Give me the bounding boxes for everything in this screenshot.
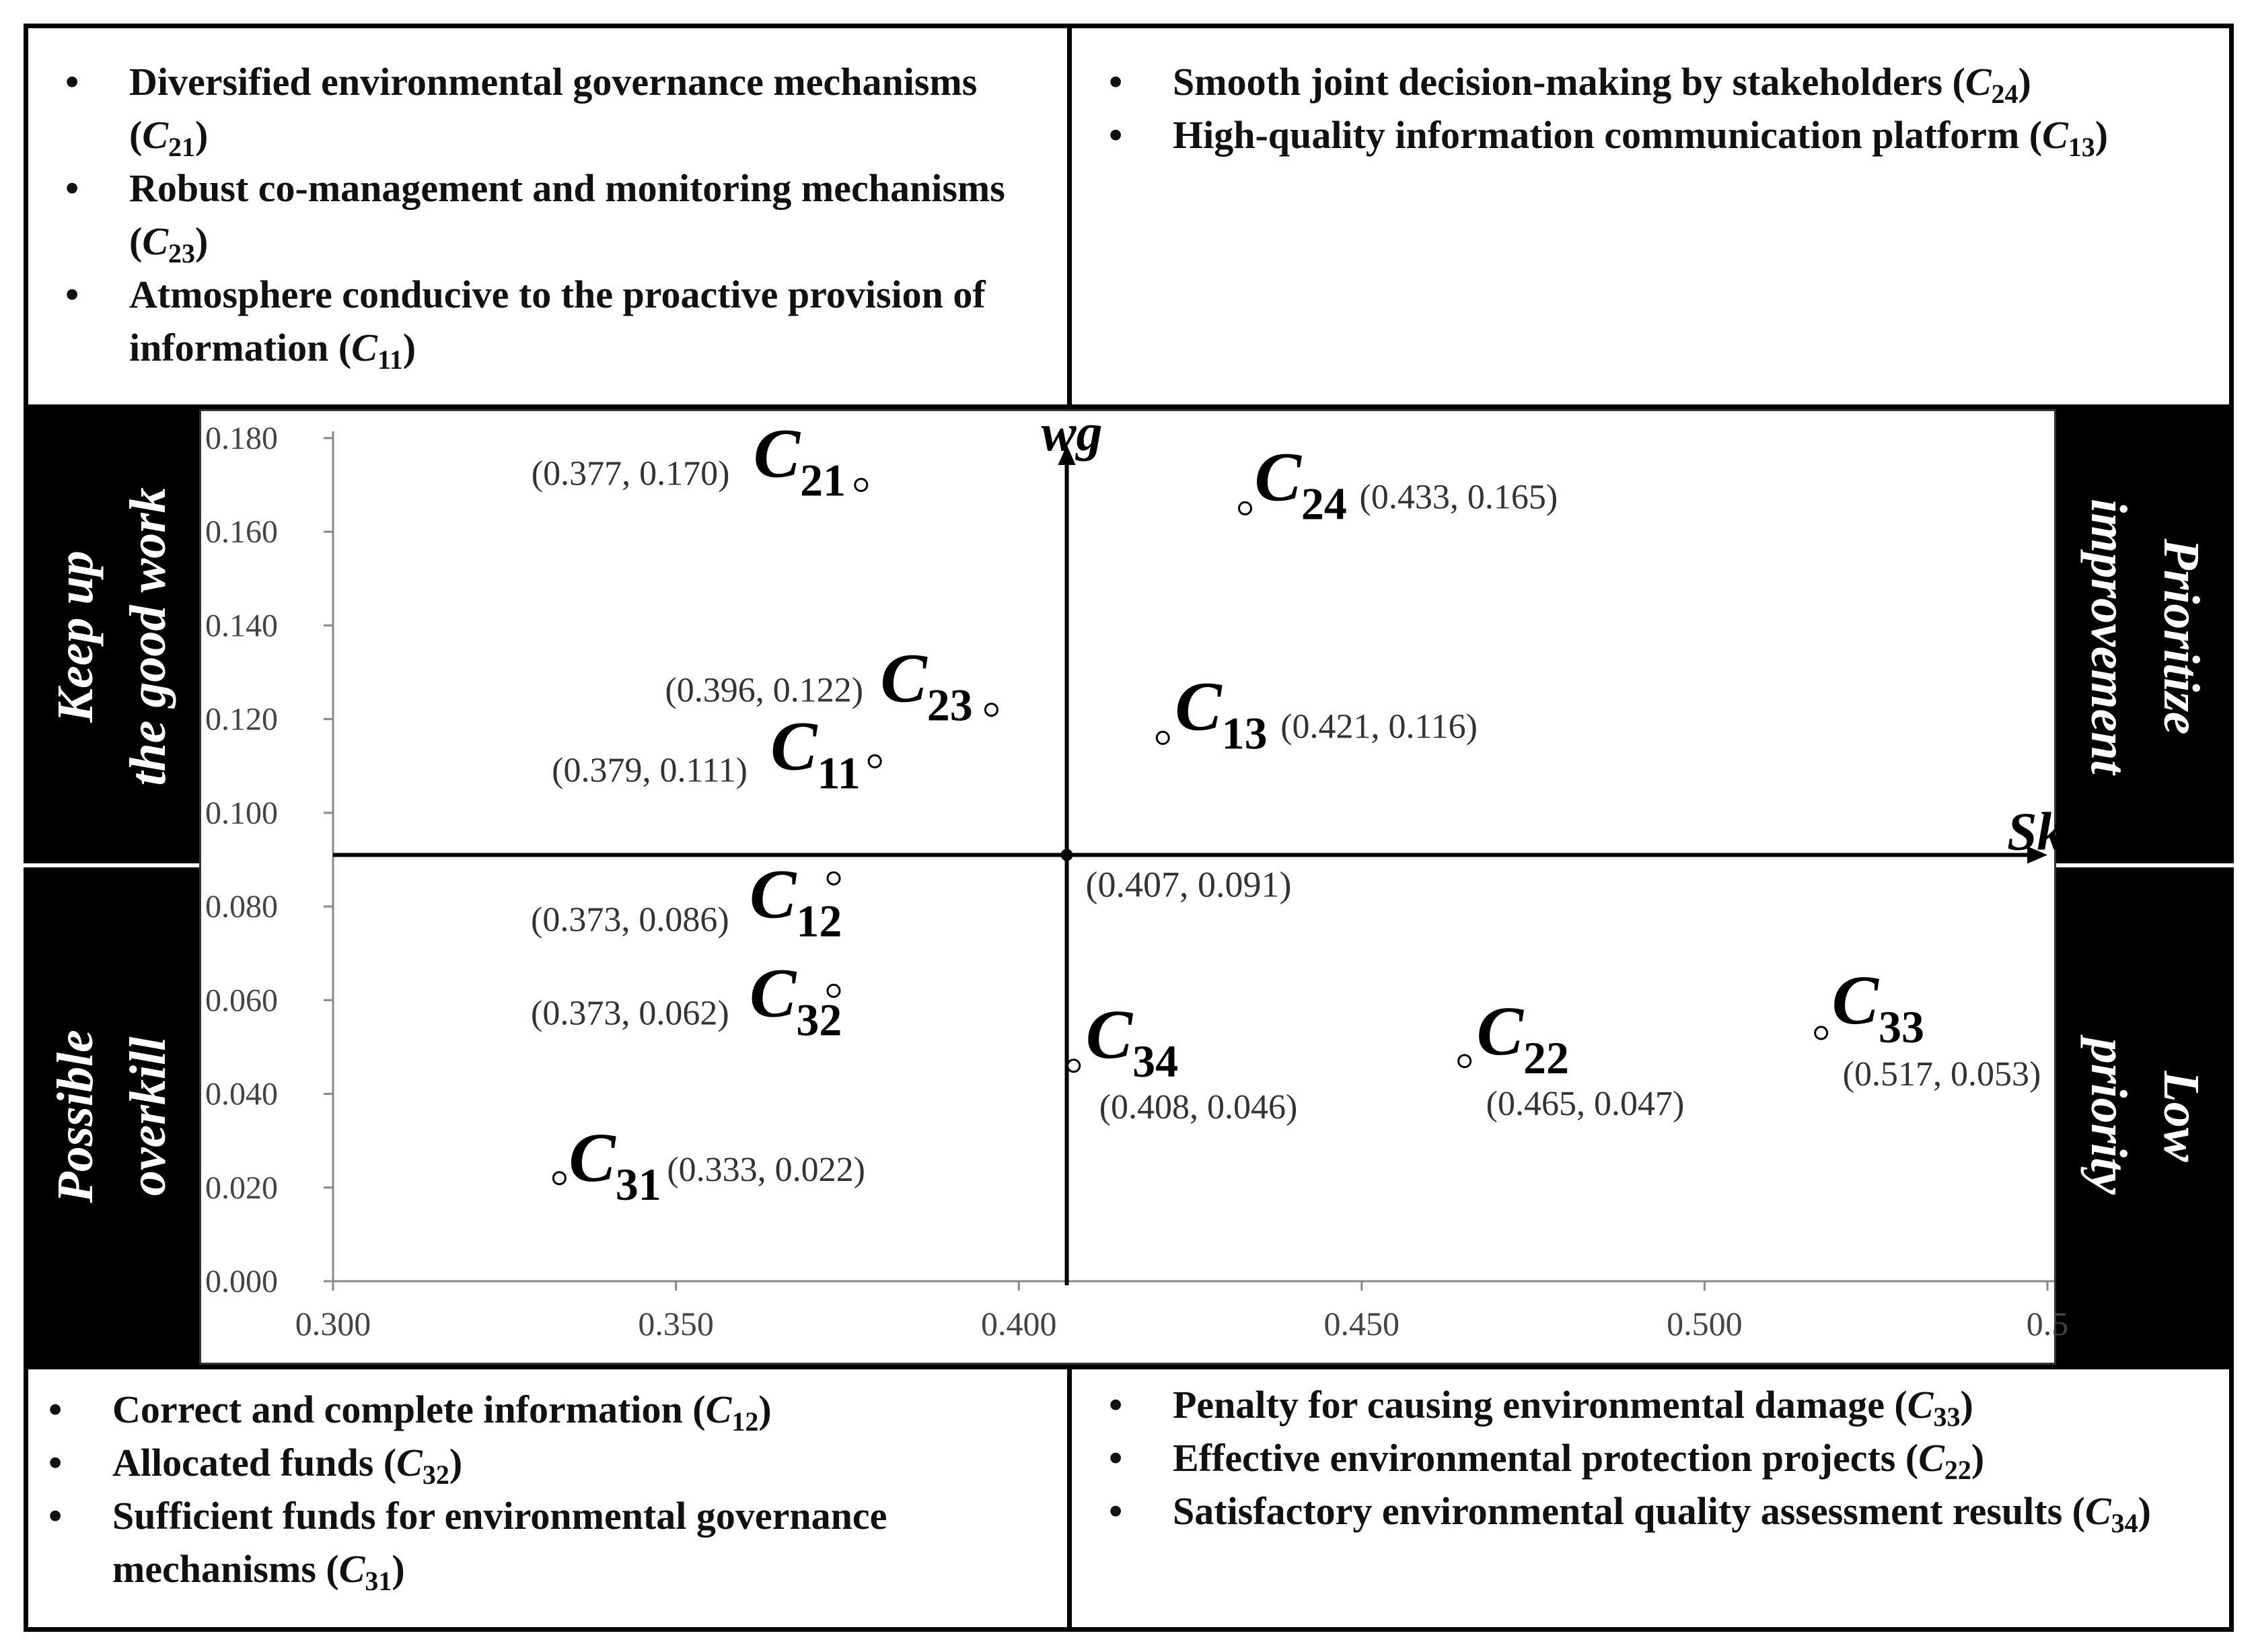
top-left-box bbox=[28, 55, 1064, 374]
side-panel-bottom-left bbox=[24, 867, 199, 1365]
point-name-letter: C bbox=[569, 1118, 616, 1196]
factor-code: C bbox=[1907, 1383, 1934, 1427]
factor-code-sub: 12 bbox=[731, 1406, 759, 1437]
point-name-sub: 24 bbox=[1301, 478, 1347, 530]
factor-text: High-quality information communication platform ( bbox=[1173, 113, 2043, 157]
factor-item bbox=[1072, 55, 2229, 108]
top-horizontal-divider bbox=[24, 404, 2234, 409]
side-label-line: Prioritize bbox=[2153, 538, 2210, 735]
bottom-right-box bbox=[1072, 1378, 2229, 1538]
factor-text: Satisfactory environmental quality assessment results ( bbox=[1173, 1489, 2085, 1533]
point-name-C34 bbox=[1086, 996, 1178, 1087]
point-name-sub: 22 bbox=[1523, 1032, 1570, 1083]
point-name-sub: 11 bbox=[817, 747, 861, 799]
x-tick-label: 0.500 bbox=[1667, 1305, 1743, 1342]
point-C34 bbox=[1068, 1060, 1080, 1072]
point-name-letter: C bbox=[1831, 962, 1879, 1040]
point-coord-label-C31: (0.333, 0.022) bbox=[667, 1150, 865, 1189]
factor-code-sub: 21 bbox=[168, 132, 196, 162]
factor-text: Robust co-management and monitoring mechanisms ( bbox=[129, 166, 1005, 263]
point-coord-label-C34: (0.408, 0.046) bbox=[1099, 1087, 1298, 1126]
top-right-box bbox=[1072, 55, 2229, 161]
y-tick-label: 0.040 bbox=[205, 1076, 278, 1112]
point-coord-label-C22: (0.465, 0.047) bbox=[1486, 1084, 1685, 1123]
x-tick-label: 0.450 bbox=[1323, 1305, 1400, 1342]
factor-text: Sufficient funds for environmental governance mechanisms ( bbox=[112, 1494, 887, 1591]
point-coord-label-C33: (0.517, 0.053) bbox=[1842, 1055, 2041, 1094]
chart-svg bbox=[201, 403, 2069, 1363]
point-C12 bbox=[828, 872, 840, 884]
x-axis-name: Sk bbox=[2007, 802, 2064, 862]
point-name-C21 bbox=[754, 415, 846, 506]
factor-item bbox=[1072, 1431, 2229, 1484]
factor-code-sub: 13 bbox=[2068, 132, 2095, 162]
point-name-C22 bbox=[1477, 993, 1569, 1083]
side-label-line: the good work bbox=[119, 487, 176, 786]
top-vertical-divider bbox=[1067, 24, 1072, 409]
point-name-letter: C bbox=[770, 707, 817, 785]
factor-item bbox=[28, 1383, 1064, 1436]
bottom-vertical-divider bbox=[1067, 1365, 1072, 1632]
y-tick-label: 0.160 bbox=[205, 514, 278, 550]
y-tick-label: 0.120 bbox=[205, 701, 278, 738]
point-name-letter: C bbox=[1476, 992, 1524, 1070]
close-paren: ) bbox=[1960, 1383, 1973, 1427]
factor-code: C bbox=[1918, 1436, 1944, 1480]
point-coord-label-C21: (0.377, 0.170) bbox=[531, 454, 730, 493]
side-label-line: improvement bbox=[2080, 498, 2137, 775]
bottom-left-list bbox=[28, 1383, 1064, 1595]
factor-item bbox=[1072, 1378, 2229, 1431]
factor-code: C bbox=[351, 326, 377, 369]
bottom-right-list bbox=[1072, 1378, 2229, 1538]
side-label-line: Keep up bbox=[46, 550, 104, 723]
factor-text: Penalty for causing environmental damage ( bbox=[1173, 1383, 1907, 1427]
factor-code: C bbox=[2042, 113, 2068, 157]
factor-code: C bbox=[1965, 60, 1992, 104]
point-name-C23 bbox=[880, 640, 972, 731]
point-coord-label-C24: (0.433, 0.165) bbox=[1359, 478, 1558, 517]
point-C13 bbox=[1157, 732, 1169, 744]
y-tick-label: 0.020 bbox=[205, 1170, 278, 1206]
point-name-letter: C bbox=[753, 415, 801, 493]
point-name-C13 bbox=[1175, 668, 1267, 759]
side-label-line: Low bbox=[2153, 1070, 2210, 1162]
point-name-C33 bbox=[1832, 962, 1924, 1052]
factor-item bbox=[1072, 1484, 2229, 1538]
factor-item bbox=[28, 55, 1064, 161]
factor-code-sub: 22 bbox=[1944, 1455, 1971, 1485]
factor-code: C bbox=[2084, 1489, 2111, 1533]
close-paren: ) bbox=[392, 1547, 405, 1591]
side-label-low-priority bbox=[2072, 1038, 2218, 1194]
point-coord-label-C13: (0.421, 0.116) bbox=[1280, 707, 1478, 746]
side-label-line: overkill bbox=[119, 1036, 176, 1196]
y-tick-label: 0.100 bbox=[205, 795, 278, 831]
factor-text: Allocated funds ( bbox=[112, 1441, 397, 1484]
factor-text: Effective environmental protection projects ( bbox=[1173, 1436, 1919, 1480]
point-C33 bbox=[1815, 1027, 1827, 1039]
factor-code: C bbox=[705, 1388, 732, 1431]
x-tick-label: 0.400 bbox=[980, 1305, 1057, 1342]
close-paren: ) bbox=[2138, 1489, 2151, 1533]
factor-code-sub: 11 bbox=[377, 345, 403, 375]
y-tick-label: 0.140 bbox=[205, 608, 278, 644]
factor-item bbox=[28, 161, 1064, 268]
point-C24 bbox=[1239, 502, 1251, 514]
factor-code-sub: 32 bbox=[422, 1460, 449, 1490]
point-name-C31 bbox=[569, 1119, 661, 1210]
point-name-letter: C bbox=[750, 954, 797, 1032]
point-name-sub: 33 bbox=[1879, 1001, 1925, 1053]
factor-code-sub: 24 bbox=[1991, 79, 2018, 109]
point-name-C32 bbox=[750, 954, 842, 1045]
point-name-sub: 23 bbox=[926, 679, 973, 731]
factor-code: C bbox=[142, 113, 169, 157]
point-name-sub: 12 bbox=[796, 895, 842, 947]
x-tick-label: 0.5 bbox=[2026, 1305, 2069, 1342]
side-label-line: Possible bbox=[46, 1029, 104, 1203]
point-C31 bbox=[553, 1172, 565, 1184]
side-panel-bottom-right bbox=[2056, 867, 2234, 1365]
origin-label: (0.407, 0.091) bbox=[1085, 864, 1292, 905]
factor-item bbox=[28, 268, 1064, 374]
close-paren: ) bbox=[1971, 1436, 1985, 1480]
factor-code-sub: 34 bbox=[2111, 1508, 2138, 1538]
point-name-letter: C bbox=[1254, 438, 1301, 516]
point-C11 bbox=[869, 755, 881, 767]
point-name-letter: C bbox=[880, 639, 927, 717]
close-paren: ) bbox=[2018, 60, 2031, 104]
point-coord-label-C23: (0.396, 0.122) bbox=[665, 671, 864, 710]
factor-code-sub: 23 bbox=[168, 238, 196, 268]
side-panel-top-right bbox=[2056, 409, 2234, 863]
point-name-sub: 32 bbox=[796, 994, 842, 1046]
factor-text: Diversified environmental governance mechanisms ( bbox=[129, 60, 978, 157]
point-C21 bbox=[855, 479, 867, 491]
side-label-line: priority bbox=[2080, 1038, 2137, 1194]
y-tick-label: 0.000 bbox=[205, 1264, 278, 1299]
side-label-keep-up bbox=[39, 487, 184, 785]
y-tick-label: 0.060 bbox=[205, 982, 278, 1019]
bottom-left-box bbox=[28, 1383, 1064, 1595]
x-tick-label: 0.300 bbox=[295, 1305, 371, 1342]
point-name-sub: 34 bbox=[1132, 1035, 1179, 1087]
side-label-possible-overkill bbox=[39, 1030, 184, 1203]
factor-text: Correct and complete information ( bbox=[112, 1388, 706, 1431]
close-paren: ) bbox=[402, 326, 416, 369]
close-paren: ) bbox=[195, 113, 209, 157]
close-paren: ) bbox=[2095, 113, 2109, 157]
y-axis-name: wg bbox=[1041, 403, 1103, 462]
x-tick-label: 0.350 bbox=[638, 1305, 714, 1342]
point-coord-label-C11: (0.379, 0.111) bbox=[552, 751, 748, 790]
side-label-prioritize-improvement bbox=[2072, 499, 2218, 775]
factor-item bbox=[1072, 108, 2229, 161]
point-C23 bbox=[985, 704, 997, 716]
point-name-C11 bbox=[770, 707, 861, 798]
origin-point bbox=[1061, 849, 1073, 861]
factor-code: C bbox=[396, 1441, 423, 1484]
point-coord-label-C12: (0.373, 0.086) bbox=[531, 900, 729, 939]
factor-code-sub: 33 bbox=[1933, 1402, 1961, 1432]
top-right-list bbox=[1072, 55, 2229, 161]
factor-text: Atmosphere conducive to the proactive provision of information ( bbox=[129, 273, 986, 369]
factor-code-sub: 31 bbox=[365, 1566, 392, 1596]
point-name-C12 bbox=[750, 855, 842, 946]
close-paren: ) bbox=[449, 1441, 463, 1484]
scatter-plot bbox=[199, 403, 2069, 1365]
side-right-separator bbox=[2056, 863, 2234, 867]
side-left-separator bbox=[24, 863, 199, 867]
point-name-letter: C bbox=[750, 855, 797, 933]
point-coord-label-C32: (0.373, 0.062) bbox=[531, 994, 729, 1033]
y-tick-label: 0.180 bbox=[205, 421, 278, 456]
point-name-sub: 21 bbox=[800, 454, 846, 506]
point-name-sub: 31 bbox=[615, 1158, 661, 1210]
y-tick-label: 0.080 bbox=[205, 889, 278, 925]
side-panel-top-left bbox=[24, 409, 199, 863]
close-paren: ) bbox=[758, 1388, 772, 1431]
factor-item bbox=[28, 1489, 1064, 1595]
top-left-list bbox=[28, 55, 1064, 374]
factor-code: C bbox=[338, 1547, 365, 1591]
factor-item bbox=[28, 1436, 1064, 1489]
point-name-C24 bbox=[1255, 438, 1347, 529]
point-C22 bbox=[1459, 1055, 1471, 1067]
factor-code: C bbox=[142, 219, 169, 263]
point-name-letter: C bbox=[1085, 995, 1133, 1073]
point-name-sub: 13 bbox=[1221, 707, 1268, 759]
close-paren: ) bbox=[195, 219, 209, 263]
point-name-letter: C bbox=[1175, 668, 1222, 746]
factor-text: Smooth joint decision-making by stakeholders ( bbox=[1173, 60, 1965, 104]
